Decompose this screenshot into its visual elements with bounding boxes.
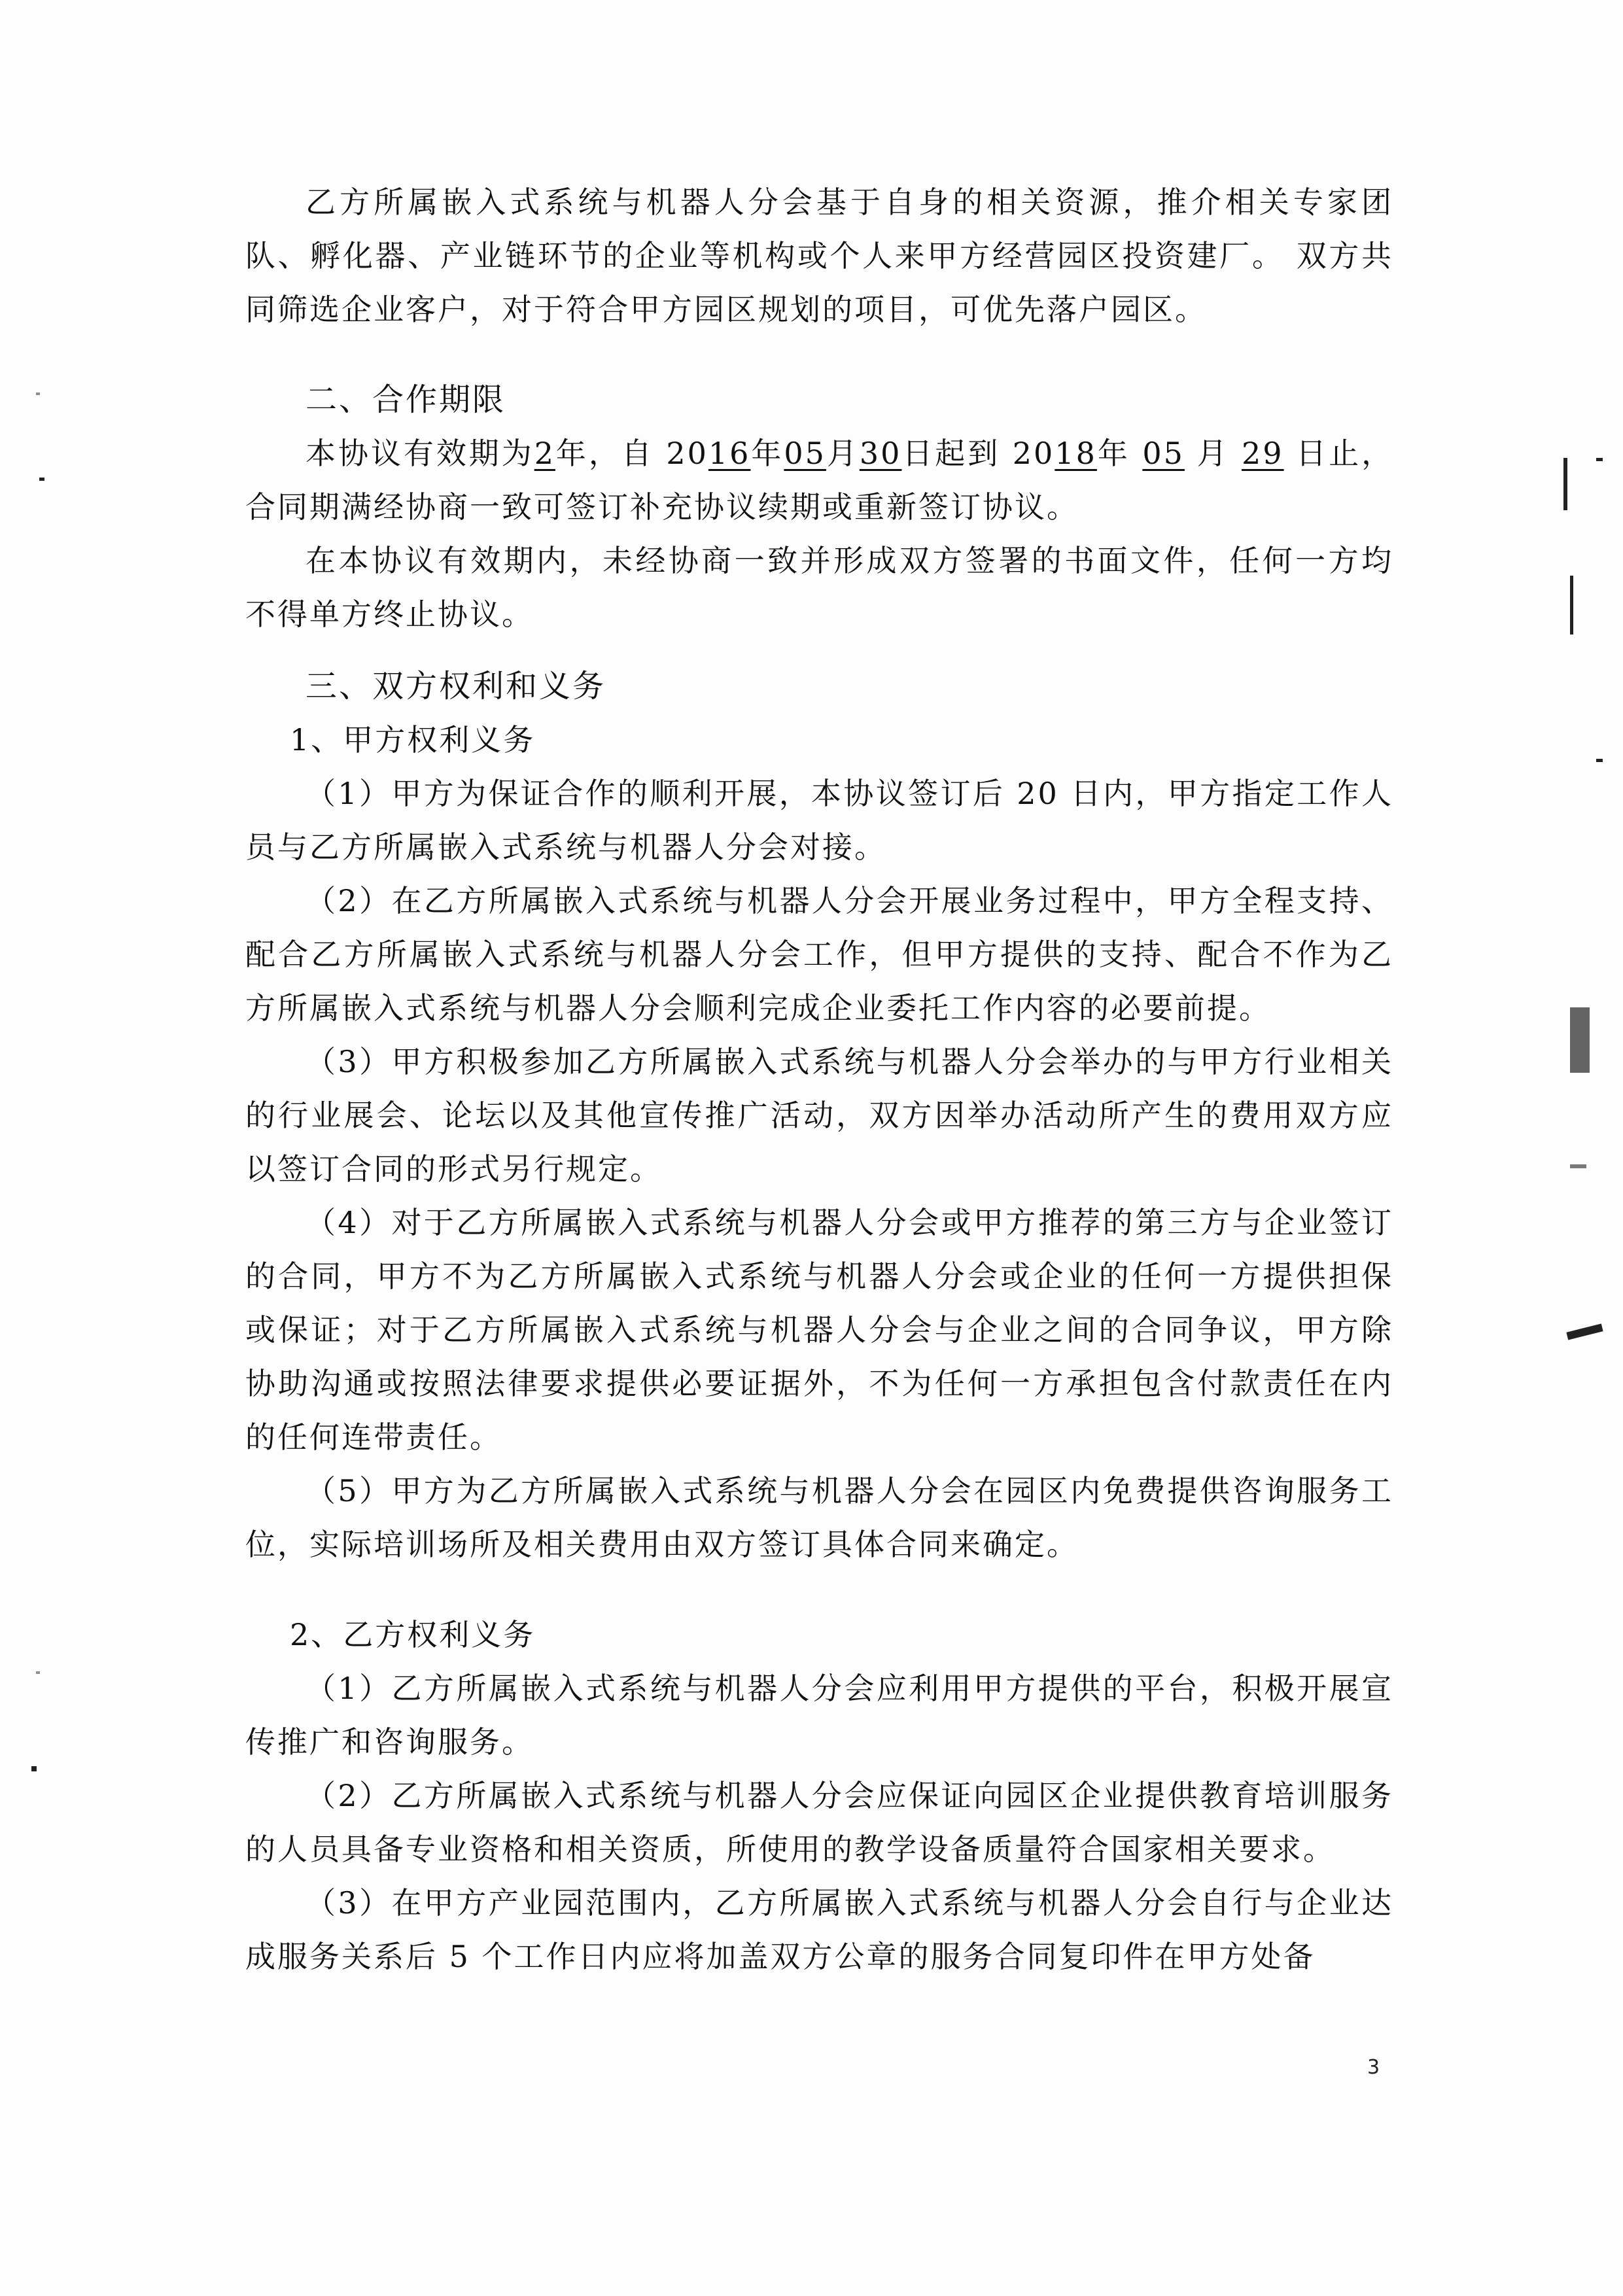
party-b-item: （2）乙方所属嵌入式系统与机器人分会应保证向园区企业提供教育培训服务的人员具备专业资格和相关资质，所使用的教学设备质量符合国家相关要求。 <box>245 1778 1393 1867</box>
scan-artifact <box>1563 458 1567 510</box>
party-a-title: 1、甲方权利义务 <box>290 722 536 757</box>
party-a-item: （5）甲方为乙方所属嵌入式系统与机器人分会在园区内免费提供咨询服务工位，实际培训场所及相关费用由双方签订具体合同来确定。 <box>245 1473 1393 1562</box>
period-years: 2 <box>534 436 555 471</box>
scan-artifact <box>36 1671 40 1674</box>
scan-artifact <box>1566 1324 1603 1340</box>
scan-artifact <box>31 1766 37 1771</box>
party-a-item: （1）甲方为保证合作的顺利开展，本协议签订后 20 日内，甲方指定工作人员与乙方所属嵌入式系统与机器人分会对接。 <box>245 776 1393 865</box>
start-day: 30 <box>859 436 902 471</box>
scan-artifact <box>1570 1164 1586 1168</box>
section-heading-term: 二、合作期限 <box>305 381 506 418</box>
party-b-item: （3）在甲方产业园范围内，乙方所属嵌入式系统与机器人分会自行与企业达成服务关系后 5 个工作日内应将加盖双方公章的服务合同复印件在甲方处备 <box>245 1885 1393 1974</box>
party-b-item: （1）乙方所属嵌入式系统与机器人分会应利用甲方提供的平台，积极开展宣传推广和咨询服务。 <box>245 1671 1393 1760</box>
scan-artifact <box>39 478 44 481</box>
term-paragraph-2: 在本协议有效期内，未经协商一致并形成双方签署的书面文件，任何一方均不得单方终止协议。 <box>245 543 1393 632</box>
scan-artifact <box>1596 458 1603 461</box>
party-b-title: 2、乙方权利义务 <box>290 1617 536 1652</box>
intro-paragraph: 乙方所属嵌入式系统与机器人分会基于自身的相关资源，推介相关专家团队、孵化器、产业链环节的企业等机构或个人来甲方经营园区投资建厂。 双方共同筛选企业客户，对于符合甲方园区规划的项目，可优先落户园区。 <box>245 184 1393 327</box>
end-day: 29 <box>1242 436 1284 471</box>
end-month: 05 <box>1142 436 1185 471</box>
party-a-item: （4）对于乙方所属嵌入式系统与机器人分会或甲方推荐的第三方与企业签订的合同，甲方不为乙方所属嵌入式系统与机器人分会或企业的任何一方提供担保或保证；对于乙方所属嵌入式系统与机器人分会与企业之间的合同争议，甲方除协助沟通或按照法律要求提供必要证据外，不为任何一方承担包含付款责任在内的任何连带责任。 <box>245 1205 1393 1455</box>
document-body <box>245 175 1393 1983</box>
scan-artifact <box>1596 759 1603 762</box>
start-year: 16 <box>708 436 751 471</box>
scan-artifact <box>1570 1007 1590 1073</box>
term-paragraph-1: 本协议有效期为2年，自 2016年05月30日起到 2018年 05 月 29 日止，合同期满经协商一致可签订补充协议续期或重新签订协议。 <box>245 436 1394 525</box>
party-a-item: （2）在乙方所属嵌入式系统与机器人分会开展业务过程中，甲方全程支持、配合乙方所属嵌入式系统与机器人分会工作，但甲方提供的支持、配合不作为乙方所属嵌入式系统与机器人分会顺利完成企业委托工作内容的必要前提。 <box>245 883 1393 1026</box>
scan-artifact <box>36 392 40 395</box>
scan-artifact <box>1570 576 1573 635</box>
section-heading-rights: 三、双方权利和义务 <box>305 668 606 704</box>
page-number: 3 <box>1367 2056 1380 2079</box>
party-a-item: （3）甲方积极参加乙方所属嵌入式系统与机器人分会举办的与甲方行业相关的行业展会、论坛以及其他宣传推广活动，双方因举办活动所产生的费用双方应以签订合同的形式另行规定。 <box>245 1044 1393 1187</box>
start-month: 05 <box>784 436 826 471</box>
end-year: 18 <box>1055 436 1097 471</box>
